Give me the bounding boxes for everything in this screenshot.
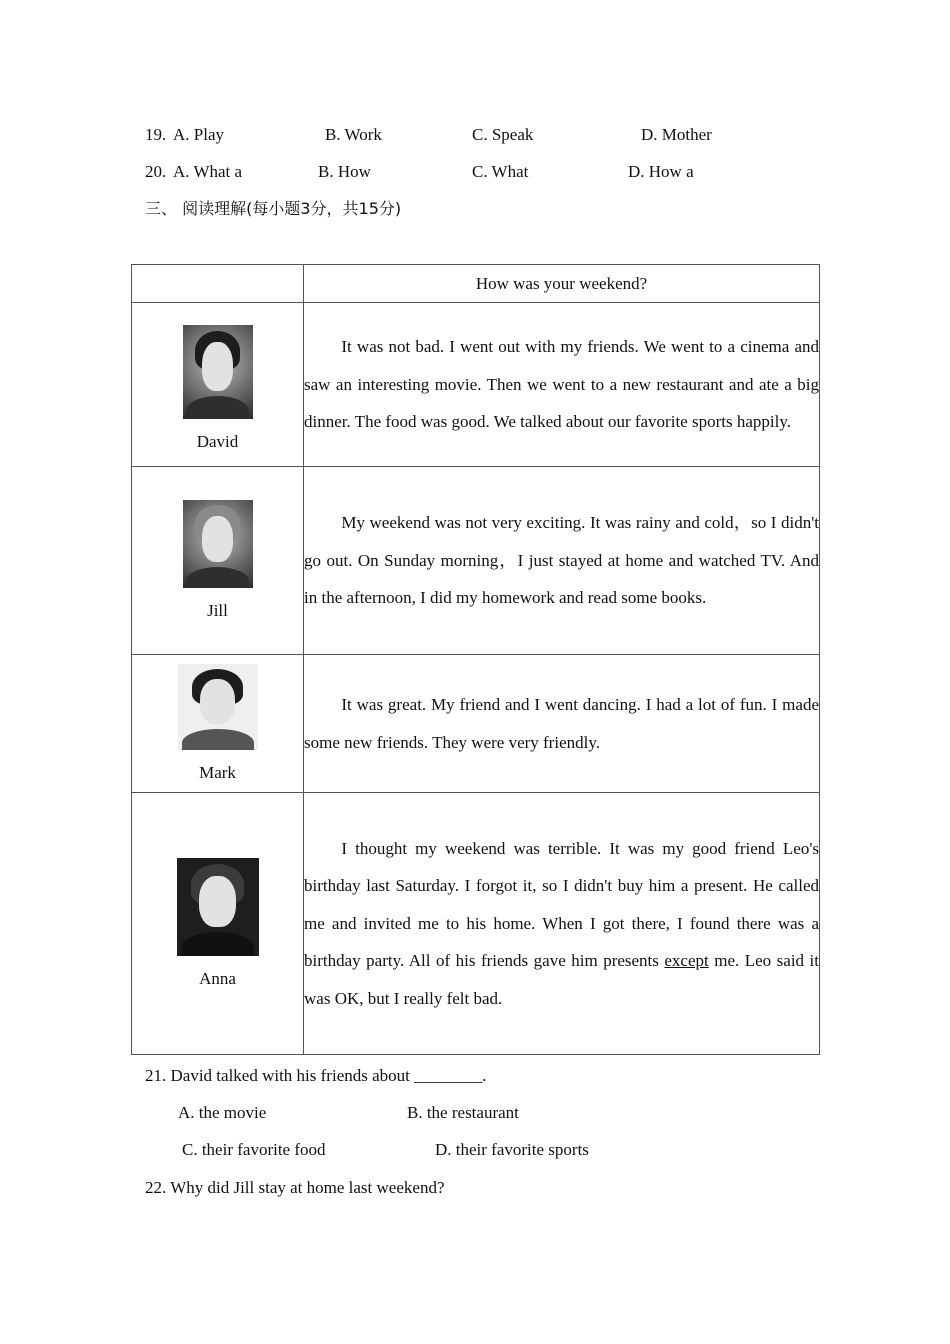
person-cell xyxy=(132,655,304,793)
header-empty-cell xyxy=(132,265,304,303)
section-heading: 三、 阅读理解(每小题3分，共15分) xyxy=(145,199,402,218)
table-row xyxy=(132,303,820,467)
table-row xyxy=(132,467,820,655)
option-a: A. What a xyxy=(173,162,243,181)
person-answer: My weekend was not very exciting. It was rainy and cold，so I didn't go out. On Sunday morning，I just stayed at home and watched TV. And in the afternoon, I did my homework and read some books. xyxy=(304,467,820,655)
person-photo xyxy=(183,325,253,419)
question-22-stem: 22. Why did Jill stay at home last weekend? xyxy=(145,1178,445,1197)
question-21-stem: 21. David talked with his friends about ________. xyxy=(145,1066,487,1085)
person-cell xyxy=(132,303,304,467)
person-photo xyxy=(183,500,253,588)
reading-table xyxy=(131,264,820,1055)
person-name: Anna xyxy=(199,969,236,988)
table-header-row xyxy=(132,265,820,303)
table-row xyxy=(132,793,820,1055)
option-c: C. What xyxy=(472,162,529,181)
q21-option-b: B. the restaurant xyxy=(407,1103,519,1122)
option-b: B. How xyxy=(318,162,371,181)
underlined-word: except xyxy=(664,951,709,971)
table-header: How was your weekend? xyxy=(304,265,820,303)
person-name: Jill xyxy=(207,601,228,620)
option-b: B. Work xyxy=(325,125,382,144)
person-name: Mark xyxy=(199,763,236,782)
option-d: D. How a xyxy=(628,162,694,181)
option-c: C. Speak xyxy=(472,125,534,144)
option-a: A. Play xyxy=(173,125,224,144)
q21-option-a: A. the movie xyxy=(178,1103,267,1122)
person-answer: I thought my weekend was terrible. It was my good friend Leo's birthday last Saturday. I forgot it, so I didn't buy him a present. He called me and invited me to his home. When I got there, I found there was a birthday party. All of his friends gave him presents except me. Leo said it was OK, but I really felt bad. xyxy=(304,793,820,1055)
option-d: D. Mother xyxy=(641,125,712,144)
q21-option-d: D. their favorite sports xyxy=(435,1140,589,1159)
person-photo xyxy=(178,664,258,750)
table-row xyxy=(132,655,820,793)
person-photo xyxy=(177,858,259,956)
person-cell xyxy=(132,793,304,1055)
person-answer: It was great. My friend and I went dancing. I had a lot of fun. I made some new friends. They were very friendly. xyxy=(304,655,820,793)
person-name: David xyxy=(196,432,239,451)
q21-option-c: C. their favorite food xyxy=(182,1140,326,1159)
question-number: 19. xyxy=(145,125,167,144)
question-number: 20. xyxy=(145,162,167,181)
person-cell xyxy=(132,467,304,655)
person-answer: It was not bad. I went out with my friends. We went to a cinema and saw an interesting movie. Then we went to a new restaurant and ate a big dinner. The food was good. We talked about our favorite sports happily. xyxy=(304,303,820,467)
